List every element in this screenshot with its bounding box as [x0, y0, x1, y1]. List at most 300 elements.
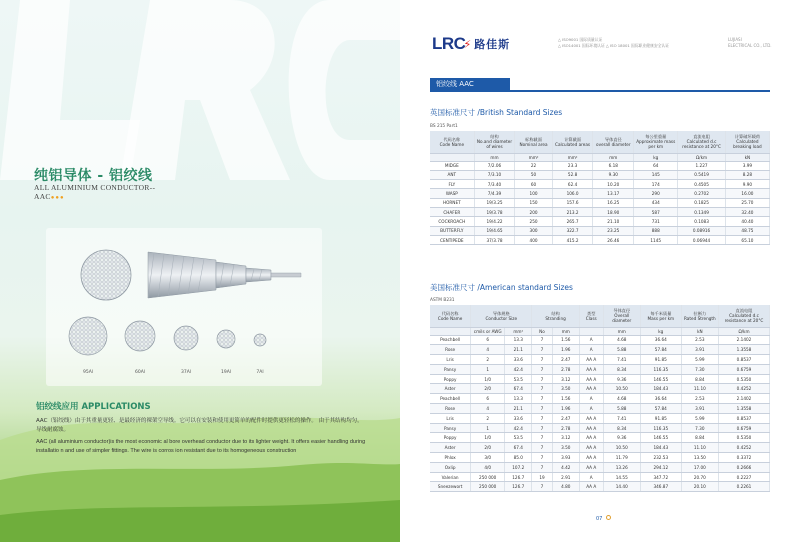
section-divider	[430, 90, 770, 92]
table-cell: 106.0	[552, 189, 593, 198]
table-cell: 1.3558	[719, 345, 770, 355]
table-cell: 7/4.39	[474, 189, 515, 198]
table-cell: 20.10	[681, 482, 718, 492]
unit-cell	[430, 327, 471, 335]
title-en-line2-wrap	[34, 192, 194, 203]
table-cell: 1.3558	[719, 404, 770, 414]
unit-cell: kg	[640, 327, 681, 335]
unit-cell: Ω/km	[678, 153, 726, 161]
table-cell: 20.70	[681, 472, 718, 482]
table-cell: 23.3	[552, 161, 593, 170]
table-cell: AA A	[579, 364, 603, 374]
table-cell: 6	[471, 394, 505, 404]
table-cell: 0.4252	[719, 443, 770, 453]
american-standard-table	[430, 305, 770, 492]
code-name-cell: Peachbell	[430, 394, 471, 404]
table-cell: 7	[532, 462, 552, 472]
table-header-row	[430, 305, 770, 327]
table-cell: 9.36	[603, 433, 640, 443]
table-cell: 2.78	[552, 423, 579, 433]
table-cell: 415.2	[552, 235, 593, 244]
table-cell: 53.5	[505, 374, 532, 384]
table-cell: 85.0	[505, 453, 532, 463]
table-cell: 347.72	[640, 472, 681, 482]
table-cell: 7	[532, 364, 552, 374]
table-cell: 265.7	[552, 217, 593, 226]
table-cell: 36.64	[640, 394, 681, 404]
table-cell: AA A	[579, 413, 603, 423]
unit-cell: kN	[681, 327, 718, 335]
table-cell: 3.91	[681, 345, 718, 355]
british-standard-title: 英国标准尺寸 /British Standard Sizes	[430, 108, 563, 117]
table-cell: 0.6759	[719, 364, 770, 374]
unit-cell: mm²	[505, 327, 532, 335]
table-cell: 10.20	[593, 180, 634, 189]
table-cell: AA A	[579, 453, 603, 463]
table-cell: 0.3372	[719, 453, 770, 463]
table-unit-row	[430, 327, 770, 335]
table-cell: 4.68	[603, 335, 640, 345]
table-cell: 146.55	[640, 433, 681, 443]
table-cell: 9.30	[593, 170, 634, 179]
table-cell: 19/3.78	[474, 207, 515, 216]
title-en-line2: AAC	[34, 192, 51, 201]
table-cell: 116.35	[640, 423, 681, 433]
table-cell: 4.42	[552, 462, 579, 472]
table-cell: 5.99	[681, 413, 718, 423]
col-header: 计算破坏载荷 Calculated breaking load	[725, 131, 769, 153]
table-cell: 3.12	[552, 374, 579, 384]
col-header: 导体直径 overall diameter	[593, 131, 634, 153]
table-cell: 0.5419	[678, 170, 726, 179]
table-row	[430, 462, 770, 472]
table-row	[430, 423, 770, 433]
table-cell: 2/0	[471, 384, 505, 394]
table-row	[430, 345, 770, 355]
british-standard-ref: BS 215 Part1	[430, 124, 458, 129]
table-cell: 62.4	[552, 180, 593, 189]
table-cell: 8.84	[681, 433, 718, 443]
table-cell: 23.25	[593, 226, 634, 235]
table-cell: 434	[634, 198, 678, 207]
col-header: 直流电阻 Calculated d.c resistance at 20°C	[719, 305, 770, 327]
code-name-cell: Valerian	[430, 472, 471, 482]
unit-cell: mm²	[515, 153, 552, 161]
table-cell: A	[579, 394, 603, 404]
table-cell: 3.99	[725, 161, 769, 170]
table-cell: 18.90	[593, 207, 634, 216]
cross-section-37al	[174, 326, 198, 350]
table-cell: A	[579, 472, 603, 482]
table-cell: 48.75	[725, 226, 769, 235]
table-cell: 0.08916	[678, 226, 726, 235]
table-cell: 2.47	[552, 355, 579, 365]
code-name-cell: BUTTERFLY	[430, 226, 474, 235]
table-cell: 17.00	[681, 462, 718, 472]
code-name-cell: CHAFER	[430, 207, 474, 216]
code-name-cell: ANT	[430, 170, 474, 179]
british-standard-table	[430, 131, 770, 245]
table-cell: 19	[532, 472, 552, 482]
cross-section-19al	[217, 330, 235, 348]
section-tab-aac: 铝绞线 AAC	[430, 78, 510, 90]
cable-illustration	[46, 228, 322, 386]
table-cell: 13.3	[505, 394, 532, 404]
table-cell: 1/0	[471, 374, 505, 384]
table-cell: 107.2	[505, 462, 532, 472]
table-cell: 1/0	[471, 433, 505, 443]
table-row	[430, 189, 770, 198]
col-header: 代码名称 Code Name	[430, 131, 474, 153]
page-circle-icon	[606, 515, 611, 520]
table-cell: 0.8537	[719, 355, 770, 365]
unit-cell: mm	[474, 153, 515, 161]
table-cell: 2.1402	[719, 394, 770, 404]
code-name-cell: Poppy	[430, 433, 471, 443]
table-cell: 2.47	[552, 413, 579, 423]
table-cell: 7	[532, 423, 552, 433]
american-standard-title: 美国标准尺寸 /American standard Sizes	[430, 283, 573, 292]
table-row	[430, 453, 770, 463]
unit-cell: mm²	[552, 153, 593, 161]
table-cell: 0.2666	[719, 462, 770, 472]
table-cell: 0.5350	[719, 374, 770, 384]
table-cell: 146.55	[640, 374, 681, 384]
applications-text-cn: AAC（铝绞线）由于其重量更轻、是最经济的裸架空导线。它可以在安装和使用更简单的配件时提供更轻松的操作。 由于其结构均匀，导线耐腐蚀。	[36, 418, 363, 433]
table-cell: 0.1083	[678, 217, 726, 226]
table-cell: 3/0	[471, 453, 505, 463]
table-cell: 37/3.78	[474, 235, 515, 244]
code-name-cell: Aster	[430, 443, 471, 453]
table-row	[430, 207, 770, 216]
code-name-cell: FLY	[430, 180, 474, 189]
table-cell: 57.84	[640, 345, 681, 355]
table-row	[430, 433, 770, 443]
table-cell: 21.1	[505, 404, 532, 414]
col-header: 拉断力 Rated Strength	[681, 305, 718, 327]
table-cell: 42.4	[505, 423, 532, 433]
table-cell: A	[579, 335, 603, 345]
table-cell: 290	[634, 189, 678, 198]
main-cable-section	[81, 250, 301, 300]
code-name-cell: MIDGE	[430, 161, 474, 170]
table-cell: 1145	[634, 235, 678, 244]
table-cell: 8.84	[681, 374, 718, 384]
table-cell: 13.3	[505, 335, 532, 345]
table-cell: 7	[532, 413, 552, 423]
table-cell: 7	[532, 384, 552, 394]
cable-label-19al: 19Al	[220, 370, 232, 375]
table-cell: 5.88	[603, 404, 640, 414]
table-cell: 300	[515, 226, 552, 235]
table-cell: 10.50	[603, 443, 640, 453]
code-name-cell: Phlox	[430, 453, 471, 463]
table-cell: 53.5	[505, 433, 532, 443]
table-cell: A	[579, 404, 603, 414]
table-cell: 14.55	[603, 472, 640, 482]
code-name-cell: Pansy	[430, 364, 471, 374]
applications-title: 铝绞线应用 APPLICATIONS	[36, 402, 151, 412]
unit-cell	[579, 327, 603, 335]
table-cell: 5.88	[603, 345, 640, 355]
table-row	[430, 413, 770, 423]
unit-cell: Ω/km	[719, 327, 770, 335]
company-name	[728, 37, 772, 49]
table-row	[430, 443, 770, 453]
cable-label-37al: 37Al	[180, 370, 192, 375]
table-cell: 25.70	[725, 198, 769, 207]
table-cell: 4	[471, 404, 505, 414]
table-cell: 4.80	[552, 482, 579, 492]
table-row	[430, 235, 770, 244]
table-cell: 100	[515, 189, 552, 198]
table-cell: 57.84	[640, 404, 681, 414]
table-cell: 65.10	[725, 235, 769, 244]
col-header: 结构 Stranding	[532, 305, 580, 327]
code-name-cell: COCKROACH	[430, 217, 474, 226]
table-cell: 2.53	[681, 335, 718, 345]
table-cell: 250	[515, 217, 552, 226]
table-cell: 7	[532, 355, 552, 365]
unit-cell: kN	[725, 153, 769, 161]
logo-lrc: LRC	[432, 34, 466, 53]
table-cell: 1.96	[552, 345, 579, 355]
table-cell: 21.1	[505, 345, 532, 355]
unit-cell: mm	[552, 327, 579, 335]
table-cell: 13.17	[593, 189, 634, 198]
unit-cell: mm	[603, 327, 640, 335]
table-cell: 7	[532, 335, 552, 345]
logo-cn: 路佳斯	[474, 38, 511, 51]
table-cell: 26.46	[593, 235, 634, 244]
applications-text-en: AAC (all aluminium conductor)is the most economic al bore overhead conductor due to its lighter weight. It offers easier handling during installatio n and use of simpler fittings. The wire is corros ion resistant due to its homogeneous construction	[36, 439, 366, 454]
cross-section-95al	[69, 317, 107, 355]
table-cell: 587	[634, 207, 678, 216]
table-cell: 8.28	[725, 170, 769, 179]
unit-cell	[430, 153, 474, 161]
table-cell: 7/3.10	[474, 170, 515, 179]
code-name-cell: Lris	[430, 355, 471, 365]
table-cell: 250 000	[471, 482, 505, 492]
table-cell: 91.85	[640, 413, 681, 423]
table-cell: 7.30	[681, 364, 718, 374]
table-cell: AA A	[579, 482, 603, 492]
code-name-cell: Lris	[430, 413, 471, 423]
table-cell: 7.41	[603, 355, 640, 365]
cert-line1: △ ISO9001 国际质量认证	[558, 37, 603, 42]
table-cell: 1.96	[552, 404, 579, 414]
table-row	[430, 394, 770, 404]
table-cell: 294.12	[640, 462, 681, 472]
cross-section-60al	[125, 321, 155, 351]
table-row	[430, 374, 770, 384]
table-cell: 19/4.65	[474, 226, 515, 235]
table-cell: 14.40	[603, 482, 640, 492]
code-name-cell: HORNET	[430, 198, 474, 207]
table-cell: 2	[471, 355, 505, 365]
table-cell: AA A	[579, 443, 603, 453]
table-cell: 400	[515, 235, 552, 244]
table-cell: 126.7	[505, 472, 532, 482]
table-cell: 8.34	[603, 423, 640, 433]
cable-image-panel	[46, 228, 322, 386]
table-cell: 2.91	[552, 472, 579, 482]
table-cell: 11.10	[681, 384, 718, 394]
table-cell: 9.36	[603, 374, 640, 384]
code-name-cell: CENTIPEDE	[430, 235, 474, 244]
table-cell: 10.50	[603, 384, 640, 394]
table-cell: 213.2	[552, 207, 593, 216]
cable-label-60al: 60Al	[134, 370, 146, 375]
american-standard-ref: ASTM B231	[430, 298, 455, 303]
table-cell: 250 000	[471, 472, 505, 482]
table-cell: 40.40	[725, 217, 769, 226]
table-cell: 7	[532, 345, 552, 355]
table-cell: 184.43	[640, 384, 681, 394]
table-cell: 13.50	[681, 453, 718, 463]
table-cell: 50	[515, 170, 552, 179]
table-cell: 116.35	[640, 364, 681, 374]
code-name-cell: Sneezewort	[430, 482, 471, 492]
table-cell: 150	[515, 198, 552, 207]
table-cell: 0.1349	[678, 207, 726, 216]
cable-label-95al: 95Al	[82, 370, 94, 375]
table-row	[430, 180, 770, 189]
table-cell: 7	[532, 482, 552, 492]
unit-cell: No	[532, 327, 552, 335]
table-cell: 33.6	[505, 413, 532, 423]
table-cell: 1	[471, 364, 505, 374]
table-row	[430, 472, 770, 482]
applications-section	[36, 400, 368, 480]
table-cell: 200	[515, 207, 552, 216]
right-page	[400, 0, 800, 542]
table-cell: 3.93	[552, 453, 579, 463]
col-header: 导体直径 Overall diameter	[603, 305, 640, 327]
table-row	[430, 335, 770, 345]
table-cell: 1.227	[678, 161, 726, 170]
certifications	[558, 37, 669, 49]
table-cell: 346.87	[640, 482, 681, 492]
table-cell: 1	[471, 423, 505, 433]
british-table-body	[430, 161, 770, 245]
table-cell: 36.64	[640, 335, 681, 345]
code-name-cell: Peachbell	[430, 335, 471, 345]
table-cell: 2.78	[552, 364, 579, 374]
table-cell: 19/4.22	[474, 217, 515, 226]
table-cell: 42.4	[505, 364, 532, 374]
table-cell: 19/3.25	[474, 198, 515, 207]
col-header: 代码名称 Code Name	[430, 305, 471, 327]
table-row	[430, 482, 770, 492]
table-cell: 184.43	[640, 443, 681, 453]
table-cell: 7	[532, 433, 552, 443]
code-name-cell: WASP	[430, 189, 474, 198]
table-cell: AA A	[579, 384, 603, 394]
table-cell: 6.18	[593, 161, 634, 170]
unit-cell: mm	[593, 153, 634, 161]
table-cell: 13.26	[603, 462, 640, 472]
table-cell: 67.4	[505, 443, 532, 453]
lightning-icon: ⚡	[463, 37, 472, 51]
table-cell: 4.68	[603, 394, 640, 404]
table-cell: 3.50	[552, 443, 579, 453]
table-cell: AA A	[579, 355, 603, 365]
table-cell: 0.4505	[678, 180, 726, 189]
table-cell: AA A	[579, 433, 603, 443]
code-name-cell: Poppy	[430, 374, 471, 384]
table-cell: 60	[515, 180, 552, 189]
col-header: 类型 Class	[579, 305, 603, 327]
table-row	[430, 161, 770, 170]
unit-cell: cmils or AWG	[471, 327, 505, 335]
table-cell: 7/3.40	[474, 180, 515, 189]
col-header: 每公里重量 Approximate mass per km	[634, 131, 678, 153]
code-name-cell: Aster	[430, 384, 471, 394]
table-cell: 32.40	[725, 207, 769, 216]
table-cell: 1.56	[552, 394, 579, 404]
table-row	[430, 364, 770, 374]
table-row	[430, 198, 770, 207]
col-header: 导体规格 Conductor Size	[471, 305, 532, 327]
table-cell: 67.4	[505, 384, 532, 394]
title-dots: ●●●	[50, 195, 65, 201]
table-cell: 2	[471, 413, 505, 423]
table-cell: 16.25	[593, 198, 634, 207]
table-row	[430, 355, 770, 365]
table-row	[430, 170, 770, 179]
company-line1: LUJIASI	[728, 37, 742, 42]
table-cell: 5.99	[681, 355, 718, 365]
table-cell: 232.53	[640, 453, 681, 463]
table-cell: 33.6	[505, 355, 532, 365]
table-cell: AA A	[579, 423, 603, 433]
col-header: 结构 No.and diameter of wires	[474, 131, 515, 153]
table-cell: 888	[634, 226, 678, 235]
table-cell: 126.7	[505, 482, 532, 492]
table-row	[430, 217, 770, 226]
table-cell: 0.2702	[678, 189, 726, 198]
table-cell: AA A	[579, 374, 603, 384]
code-name-cell: Rose	[430, 345, 471, 355]
table-cell: 7	[532, 374, 552, 384]
table-cell: 22	[515, 161, 552, 170]
american-table-body	[430, 335, 770, 492]
table-cell: 157.6	[552, 198, 593, 207]
col-header: 直流电阻 Calculated d.c resistance at 20°C	[678, 131, 726, 153]
table-cell: 7.30	[681, 423, 718, 433]
table-cell: 7	[532, 404, 552, 414]
table-cell: 0.06944	[678, 235, 726, 244]
table-cell: 322.7	[552, 226, 593, 235]
table-cell: 2.1402	[719, 335, 770, 345]
table-cell: 3.50	[552, 384, 579, 394]
table-cell: 4/0	[471, 462, 505, 472]
table-cell: 0.4252	[719, 384, 770, 394]
col-header: 计算截面 Calculated areas	[552, 131, 593, 153]
table-cell: 4	[471, 345, 505, 355]
table-cell: 21.10	[593, 217, 634, 226]
table-cell: 11.79	[603, 453, 640, 463]
table-cell: 2/0	[471, 443, 505, 453]
code-name-cell: Pansy	[430, 423, 471, 433]
table-cell: 0.2261	[719, 482, 770, 492]
table-row	[430, 404, 770, 414]
table-cell: 174	[634, 180, 678, 189]
table-header-row	[430, 131, 770, 153]
table-cell: 7/2.06	[474, 161, 515, 170]
table-cell: 16.00	[725, 189, 769, 198]
